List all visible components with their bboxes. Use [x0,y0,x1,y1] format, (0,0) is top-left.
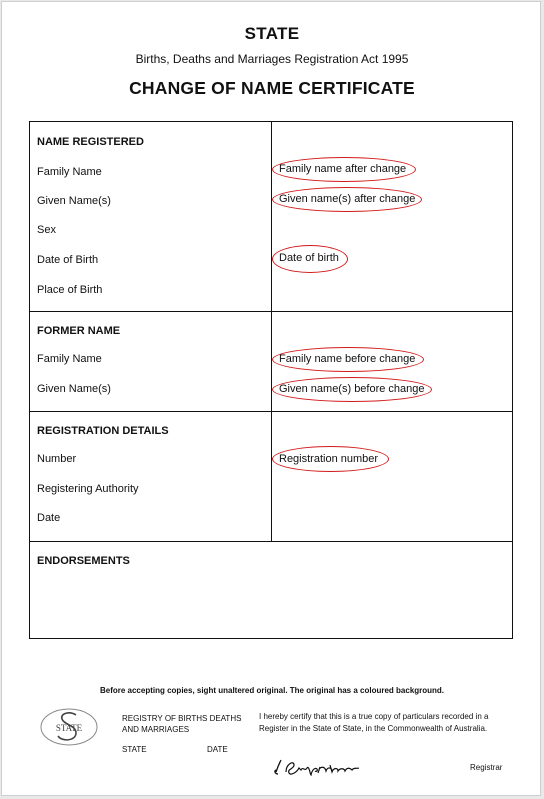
registry-name [122,713,241,735]
section-divider [30,411,512,412]
state-heading: STATE [244,24,300,43]
family-name-value: Family name after change [279,163,407,175]
place-of-birth-label: Place of Birth [37,284,103,296]
certificate-table [29,121,513,639]
sex-label: Sex [37,224,56,236]
former-name-heading: FORMER NAME [37,325,121,337]
section-divider [30,541,512,542]
given-names-value: Given name(s) after change [279,193,416,205]
given-names-label: Given Name(s) [37,195,111,207]
registration-details-heading: REGISTRATION DETAILS [37,425,169,437]
endorsements-heading: ENDORSEMENTS [37,555,130,567]
former-family-name-label: Family Name [37,353,102,365]
former-given-names-value: Given name(s) before change [279,383,425,395]
family-name-label: Family Name [37,166,102,178]
seal-text: STATE [55,723,83,733]
date-of-birth-value: Date of birth [279,252,339,264]
number-label: Number [37,453,77,465]
authenticity-notice: Before accepting copies, sight unaltered original. The original has a coloured background. [99,686,445,695]
column-divider [271,122,272,542]
state-seal-icon [40,708,98,746]
registration-number-value: Registration number [279,453,379,465]
section-divider [30,311,512,312]
registrar-signature-icon [272,756,362,778]
certification-statement: I hereby certify that this is a true copy of particulars recorded in a Register in the State of State, in the Commonwealth of Australia. [259,712,489,733]
registrar-label: Registrar [470,763,503,772]
date-label: DATE [207,745,228,754]
certificate-title: CHANGE OF NAME CERTIFICATE [129,78,415,98]
state-label: STATE [122,745,147,754]
former-given-names-label: Given Name(s) [37,383,111,395]
registration-date-label: Date [37,512,61,524]
registry-line-1: REGISTRY OF BIRTHS DEATHS [122,714,242,723]
registering-authority-label: Registering Authority [37,483,139,495]
former-family-name-value: Family name before change [279,353,416,365]
date-of-birth-label: Date of Birth [37,254,99,266]
registry-line-2: AND MARRIAGES [122,725,190,734]
name-registered-heading: NAME REGISTERED [37,136,144,148]
certificate-page [1,1,541,796]
act-reference: Births, Deaths and Marriages Registration Act 1995 [135,52,409,66]
